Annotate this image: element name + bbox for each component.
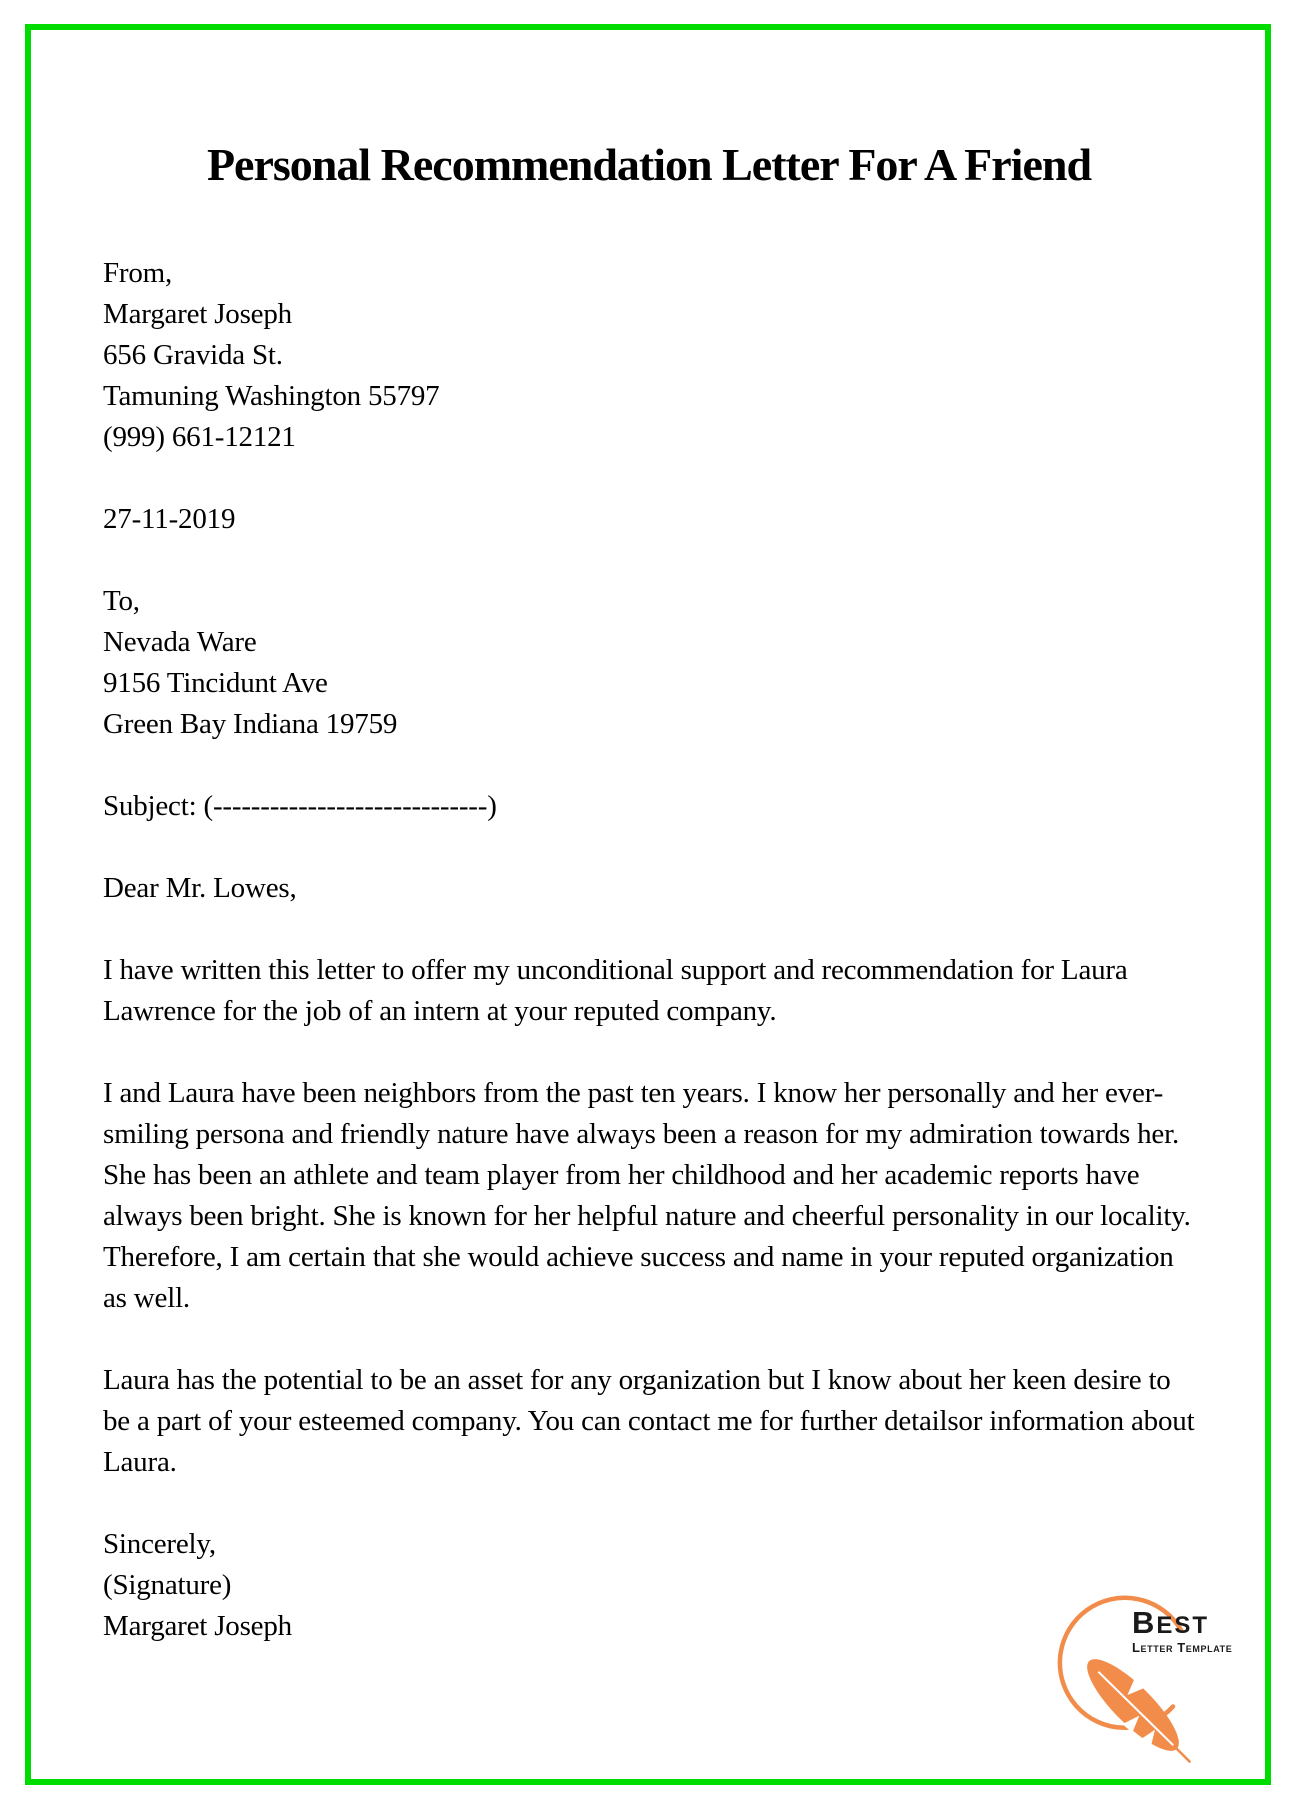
recipient-address-block: [103, 581, 1195, 745]
recipient-street: 9156 Tincidunt Ave: [103, 667, 328, 699]
to-label: To,: [103, 585, 140, 617]
closing-block: [103, 1524, 1195, 1647]
sender-address-block: [103, 253, 1195, 458]
brand-subtitle: Letter Template: [1132, 1640, 1233, 1655]
feather-icon: [1074, 1646, 1204, 1770]
body-paragraph-1: I have written this letter to offer my unconditional support and recommendation for Laura Lawrence for the job of an intern at your reputed company.: [103, 954, 1128, 1027]
body-paragraph-3: Laura has the potential to be an asset for any organization but I know about her keen desire to be a part of your esteemed company. You can contact me for further detailsor information about Laura.: [103, 1364, 1195, 1478]
letter-body: [103, 137, 1195, 1647]
subject-line: Subject: (-----------------------------): [103, 790, 497, 822]
brand-name: BEST: [1132, 1605, 1210, 1640]
recipient-city: Green Bay Indiana 19759: [103, 708, 398, 740]
from-label: From,: [103, 257, 173, 289]
letter-date: 27-11-2019: [103, 503, 236, 535]
salutation-block: [103, 868, 1195, 909]
sender-name: Margaret Joseph: [103, 298, 292, 330]
recipient-name: Nevada Ware: [103, 626, 257, 658]
sender-city: Tamuning Washington 55797: [103, 380, 440, 412]
closing-signature-placeholder: (Signature): [103, 1569, 232, 1601]
brand-logo: [1045, 1585, 1235, 1770]
sender-street: 656 Gravida St.: [103, 339, 283, 371]
salutation: Dear Mr. Lowes,: [103, 872, 297, 904]
date-block: [103, 499, 1195, 540]
closing-sincerely: Sincerely,: [103, 1528, 216, 1560]
body-paragraph-2: I and Laura have been neighbors from the past ten years. I know her personally and her ever-smiling persona and friendly nature have always been a reason for my admiration towards her. She has been an athlete and team player from her childhood and her academic reports have always been bright. She is known for her helpful nature and cheerful personality in our locality. Therefore, I am certain that she would achieve success and name in your reputed organization as well.: [103, 1077, 1191, 1314]
closing-sender-name: Margaret Joseph: [103, 1610, 292, 1642]
sender-phone: (999) 661-12121: [103, 421, 296, 453]
letter-title: Personal Recommendation Letter For A Friend: [206, 139, 1092, 190]
subject-block: [103, 786, 1195, 827]
